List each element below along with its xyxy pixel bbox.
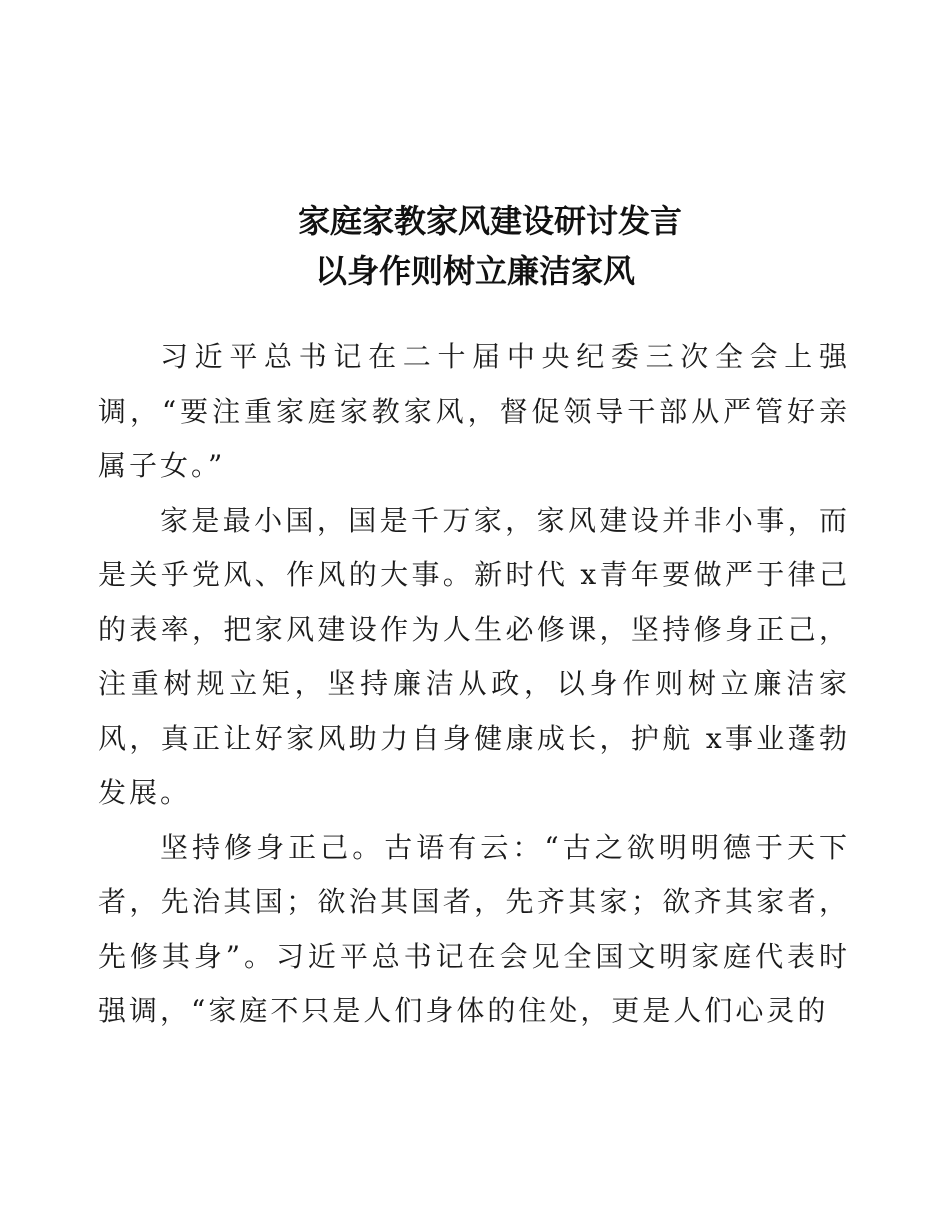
document-subtitle: 以身作则树立廉洁家风 — [314, 252, 635, 290]
paragraph-3: 坚持修身正己。古语有云：“古之欲明明德于天下者，先治其国；欲治其国者，先齐其家；欲齐其家者，先修其身”。习近平总书记在会见全国文明家庭代表时强调，“家庭不只是人们身体的住处，更是人们心灵的 — [98, 830, 850, 1027]
title-block — [0, 196, 950, 296]
paragraph-1: 习近平总书记在二十届中央纪委三次全会上强调，“要注重家庭家教家风，督促领导干部从严管好亲属子女。” — [98, 340, 850, 482]
document-title: 家庭家教家风建设研讨发言 — [297, 202, 682, 240]
paragraph-2: 家是最小国，国是千万家，家风建设并非小事，而是关乎党风、作风的大事。新时代 x青年要做严于律己的表率，把家风建设作为人生必修课，坚持修身正己，注重树规立矩，坚持廉洁从政，以身作则树立廉洁家风，真正让好家风助力自身健康成长，护航 x事业蓬勃发展。 — [98, 503, 850, 809]
document-body — [98, 330, 850, 1039]
